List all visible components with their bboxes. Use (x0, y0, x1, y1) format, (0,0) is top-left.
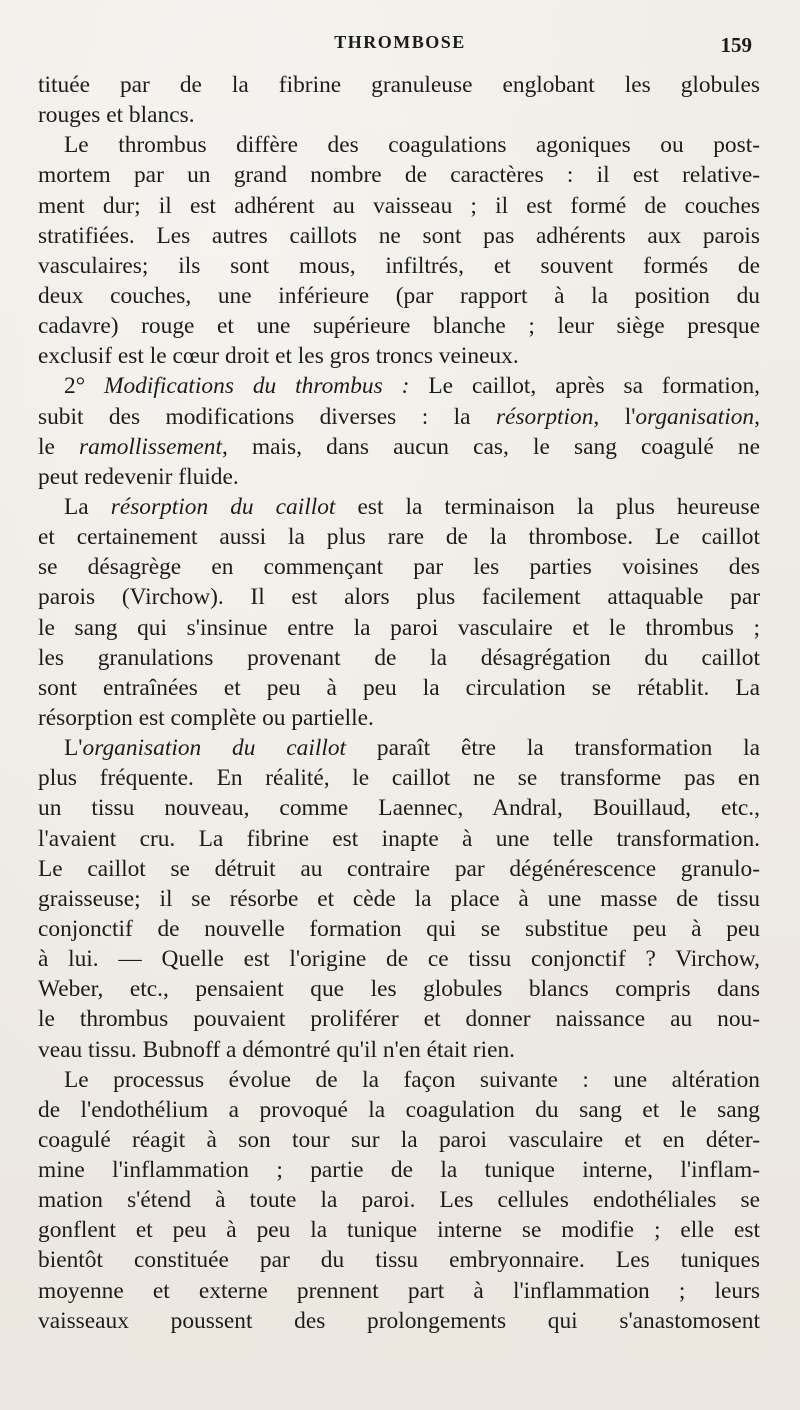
text-line (38, 1125, 760, 1155)
text-line (38, 100, 760, 130)
text-run: plus fréquente. En réalité, le caillot ne se transforme pas en (38, 765, 760, 792)
text-run: , mais, dans aucun cas, le sang coagulé ne (221, 433, 760, 460)
text-line (38, 221, 760, 251)
text-run: mation s'étend à toute la paroi. Les cellules endothéliales se (38, 1187, 760, 1214)
text-run: mine l'inflammation ; partie de la tunique interne, l'inflam- (38, 1157, 760, 1184)
text-run: gonflent et peu à peu la tunique interne se modifie ; elle est (38, 1217, 760, 1244)
text-run: , l' (593, 403, 636, 430)
text-line (38, 763, 760, 793)
text-run: stratifiées. Les autres caillots ne sont pas adhérents aux parois (38, 222, 760, 249)
text-run: sont entraînées et peu à peu la circulation se rétablit. La (38, 674, 760, 701)
text-line (38, 130, 760, 160)
text-run: graisseuse; il se résorbe et cède la place à une masse de tissu (38, 885, 760, 912)
text-line (38, 582, 760, 612)
text-line (38, 733, 760, 763)
page-header (0, 30, 800, 60)
text-run: Le caillot, après sa formation, (409, 373, 760, 400)
text-run: Weber, etc., pensaient que les globules blancs compris dans (38, 976, 760, 1003)
text-line (38, 552, 760, 582)
italic-text: organisation (635, 403, 755, 430)
text-line (38, 341, 760, 371)
text-run: se désagrège en commençant par les parties voisines des (38, 554, 760, 581)
text-run: tituée par de la fibrine granuleuse englobant les globules (38, 72, 760, 98)
text-run: vasculaires; ils sont mous, infiltrés, et souvent formés de (38, 252, 760, 279)
running-head: THROMBOSE (334, 32, 466, 52)
text-line (38, 673, 760, 703)
text-run: le sang qui s'insinue entre la paroi vasculaire et le thrombus ; (38, 614, 760, 641)
text-line (38, 251, 760, 281)
text-run: mortem par un grand nombre de caractères : il est relative- (38, 162, 760, 189)
text-line (38, 703, 760, 733)
text-line (38, 492, 760, 522)
text-line (38, 613, 760, 643)
text-line (38, 793, 760, 823)
italic-text: résorption du caillot (110, 493, 336, 520)
text-line (38, 1065, 760, 1095)
text-line (38, 1035, 760, 1065)
italic-text: résorption (495, 403, 594, 430)
text-run: 2° (64, 373, 104, 400)
text-run: le (38, 433, 80, 460)
text-run: parois (Virchow). Il est alors plus facilement attaquable par (38, 584, 760, 611)
text-line (38, 1245, 760, 1275)
text-line (38, 884, 760, 914)
text-line (38, 432, 760, 462)
text-run: de l'endothélium a provoqué la coagulation du sang et le sang (38, 1096, 760, 1123)
italic-text: ramollissement (79, 433, 222, 460)
text-run: et certainement aussi la plus rare de la thrombose. Le caillot (38, 524, 760, 551)
text-line (38, 914, 760, 944)
text-run: Le thrombus diffère des coagulations agoniques ou post- (64, 132, 760, 159)
text-line (38, 462, 760, 492)
text-run: coagulé réagit à son tour sur la paroi vasculaire et en déter- (38, 1126, 760, 1153)
text-run: est la terminaison la plus heureuse (335, 493, 760, 520)
text-run: le thrombus pouvaient proliférer et donner naissance au nou- (38, 1006, 760, 1033)
text-run: à lui. — Quelle est l'origine de ce tissu conjonctif ? Virchow, (38, 946, 760, 973)
text-line (38, 70, 760, 100)
italic-text: Modifications du thrombus : (103, 373, 410, 400)
text-line (38, 522, 760, 552)
text-line (38, 1185, 760, 1215)
text-run: rouges et blancs. (38, 102, 195, 129)
text-run: subit des modifications diverses : la (38, 403, 496, 430)
text-line (38, 160, 760, 190)
text-run: peut redevenir fluide. (38, 463, 239, 490)
text-run: résorption est complète ou partielle. (38, 704, 374, 731)
text-line (38, 371, 760, 401)
text-line (38, 281, 760, 311)
text-run: , (754, 403, 760, 430)
text-line (38, 1215, 760, 1245)
text-run: exclusif est le cœur droit et les gros troncs veineux. (38, 343, 519, 370)
text-run: veau tissu. Bubnoff a démontré qu'il n'en était rien. (38, 1036, 515, 1063)
text-line (38, 1095, 760, 1125)
text-line (38, 1276, 760, 1306)
text-line (38, 1155, 760, 1185)
text-line (38, 643, 760, 673)
text-line (38, 191, 760, 221)
text-run: cadavre) rouge et une supérieure blanche ; leur siège presque (38, 313, 760, 340)
text-run: conjonctif de nouvelle formation qui se substitue peu à peu (38, 915, 760, 942)
body-text (38, 70, 760, 1336)
text-run: vaisseaux poussent des prolongements qui s'anastomosent (38, 1307, 760, 1334)
text-line (38, 824, 760, 854)
text-line (38, 1004, 760, 1034)
text-run: bientôt constituée par du tissu embryonnaire. Les tuniques (38, 1247, 760, 1274)
text-line (38, 944, 760, 974)
text-line (38, 974, 760, 1004)
text-run: Le caillot se détruit au contraire par dégénérescence granulo- (38, 855, 760, 882)
text-run: moyenne et externe prennent part à l'inflammation ; leurs (38, 1277, 760, 1304)
page-number: 159 (720, 33, 752, 57)
text-run: L' (64, 735, 83, 762)
text-run: les granulations provenant de la désagrégation du caillot (38, 644, 760, 671)
text-run: ment dur; il est adhérent au vaisseau ; il est formé de couches (38, 192, 760, 219)
text-run: un tissu nouveau, comme Laennec, Andral, Bouillaud, etc., (38, 795, 760, 822)
text-line (38, 311, 760, 341)
text-line (38, 402, 760, 432)
text-line (38, 854, 760, 884)
text-run: La (64, 493, 111, 520)
italic-text: organisation du caillot (82, 735, 347, 762)
text-line (38, 1306, 760, 1336)
text-run: paraît être la transformation la (346, 735, 760, 762)
text-run: deux couches, une inférieure (par rapport à la position du (38, 282, 760, 309)
text-run: l'avaient cru. La fibrine est inapte à une telle transformation. (38, 825, 760, 852)
text-run: Le processus évolue de la façon suivante : une altération (64, 1066, 760, 1093)
